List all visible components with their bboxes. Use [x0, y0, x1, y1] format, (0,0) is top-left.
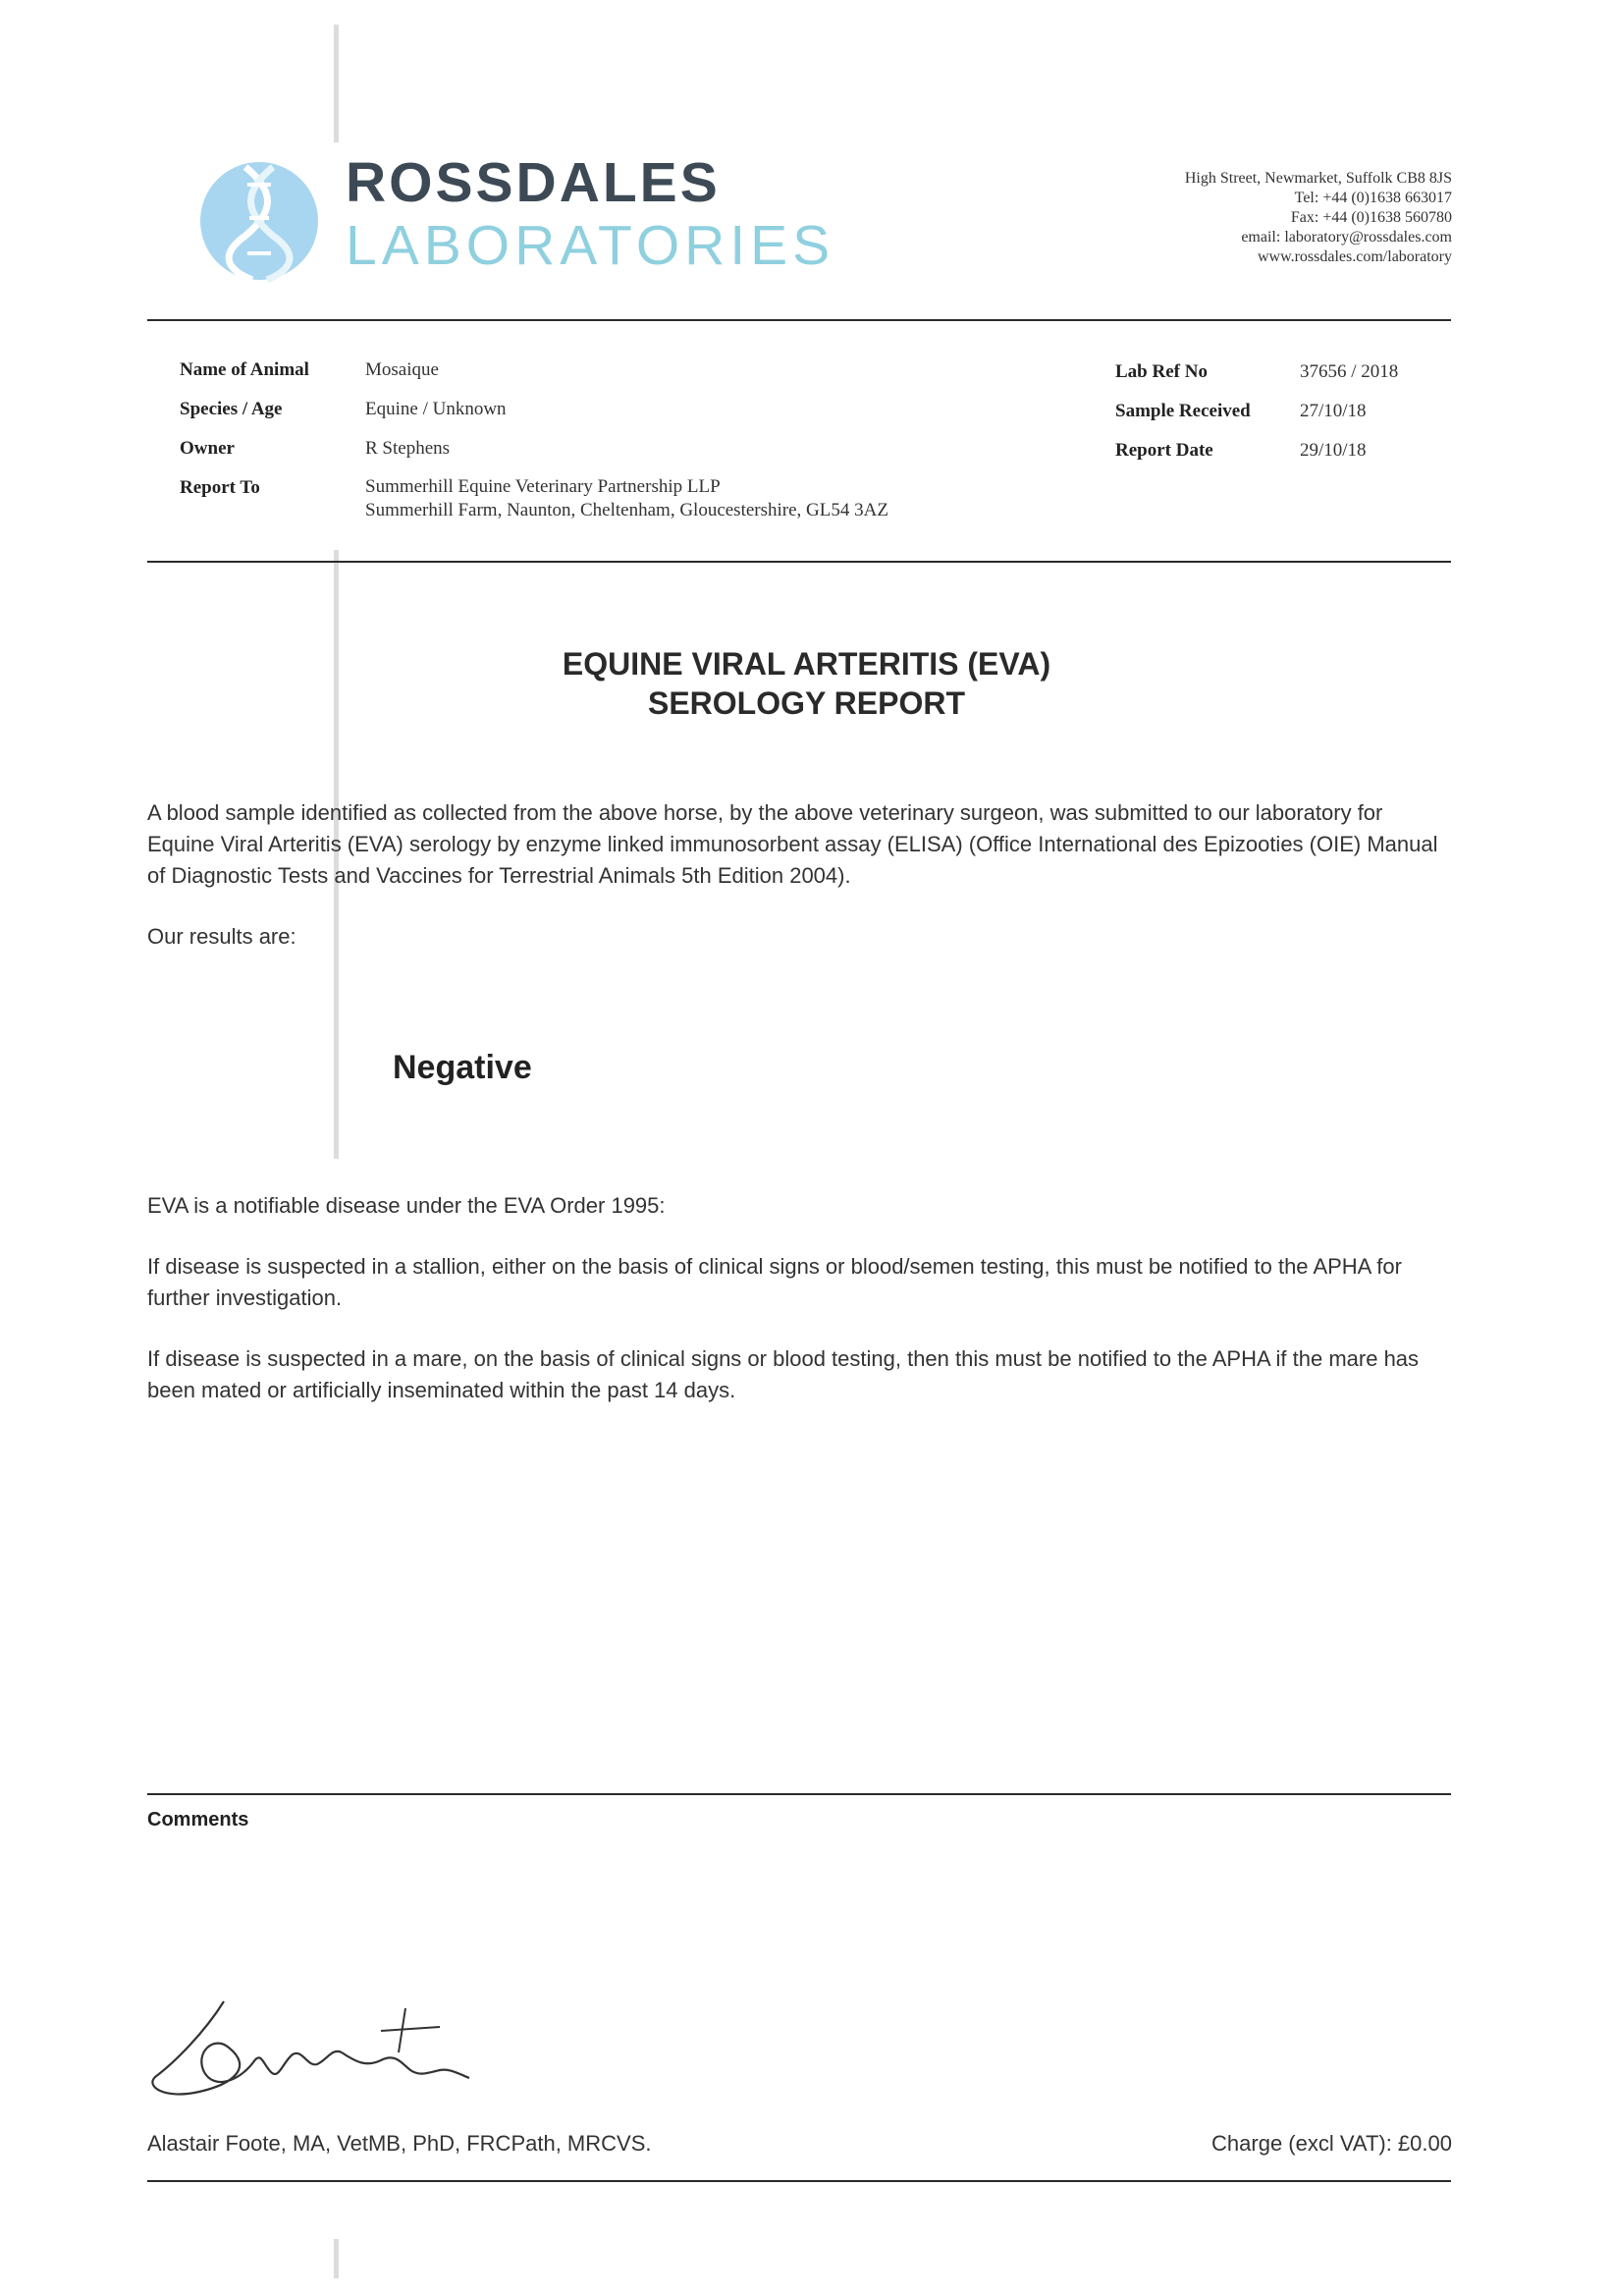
report-to-line1: Summerhill Equine Veterinary Partnership LLP: [365, 476, 721, 497]
name-label: Name of Animal: [180, 359, 309, 380]
contact-tel: Tel: +44 (0)1638 663017: [1294, 190, 1452, 206]
info-divider: [147, 561, 1451, 563]
result-value: Negative: [393, 1049, 532, 1086]
contact-email: email: laboratory@rossdales.com: [1241, 229, 1452, 246]
brand-name-line1: ROSSDALES: [346, 151, 721, 214]
comments-label: Comments: [147, 1809, 249, 1831]
report-to-label: Report To: [180, 477, 260, 498]
report-to-value: [365, 475, 888, 522]
sample-received-value: 27/10/18: [1300, 401, 1367, 421]
dna-helix-icon: [198, 157, 321, 285]
brand-name-line2: LABORATORIES: [346, 214, 835, 277]
report-title-line2: SEROLOGY REPORT: [647, 685, 965, 721]
report-title-line1: EQUINE VIRAL ARTERITIS (EVA): [562, 646, 1051, 682]
header-divider: [147, 319, 1451, 321]
results-intro: Our results are:: [147, 924, 296, 949]
signature-image: [145, 1994, 489, 2111]
lab-ref-value: 37656 / 2018: [1300, 361, 1399, 382]
owner-value: R Stephens: [365, 438, 451, 459]
contact-address: High Street, Newmarket, Suffolk CB8 8JS: [1184, 170, 1452, 187]
contact-web: www.rossdales.com/laboratory: [1257, 248, 1452, 265]
intro-paragraph: A blood sample identified as collected from the above horse, by the above veterinary surgeon, was submitted to our laboratory for Equine Viral Arteritis (EVA) serology by enzyme linked immunosorbent assay (ELISA) (Office International des Epizooties (OIE) Manual of Diagnostic Tests and Vaccines for Terrestrial Animals 5th Edition 2004).: [147, 800, 1438, 888]
scan-artifact-line: [334, 25, 339, 142]
report-to-line2: Summerhill Farm, Naunton, Cheltenham, Gloucestershire, GL54 3AZ: [365, 500, 888, 520]
charge-value: Charge (excl VAT): £0.00: [1211, 2131, 1452, 2156]
contact-block: [1185, 169, 1452, 267]
report-date-label: Report Date: [1115, 440, 1213, 461]
stallion-note: If disease is suspected in a stallion, either on the basis of clinical signs or blood/semen testing, this must be notified to the APHA for further investigation.: [147, 1254, 1402, 1310]
signer-name: Alastair Foote, MA, VetMB, PhD, FRCPath, MRCVS.: [147, 2131, 652, 2156]
report-title: [0, 644, 1613, 723]
sample-received-label: Sample Received: [1115, 401, 1251, 421]
species-value: Equine / Unknown: [365, 399, 507, 419]
notifiable-statement: EVA is a notifiable disease under the EVA Order 1995:: [147, 1193, 666, 1218]
scan-artifact-line: [334, 2239, 339, 2278]
contact-fax: Fax: +44 (0)1638 560780: [1290, 209, 1452, 226]
report-date-value: 29/10/18: [1300, 440, 1367, 461]
footer-divider: [147, 2180, 1451, 2182]
owner-label: Owner: [180, 438, 235, 459]
mare-note: If disease is suspected in a mare, on the basis of clinical signs or blood testing, then this must be notified to the APHA if the mare has been mated or artificially inseminated within the past 14 days.: [147, 1346, 1420, 1402]
name-value: Mosaique: [365, 359, 439, 380]
comments-divider: [147, 1793, 1451, 1795]
species-label: Species / Age: [180, 399, 283, 419]
lab-ref-label: Lab Ref No: [1115, 361, 1208, 382]
